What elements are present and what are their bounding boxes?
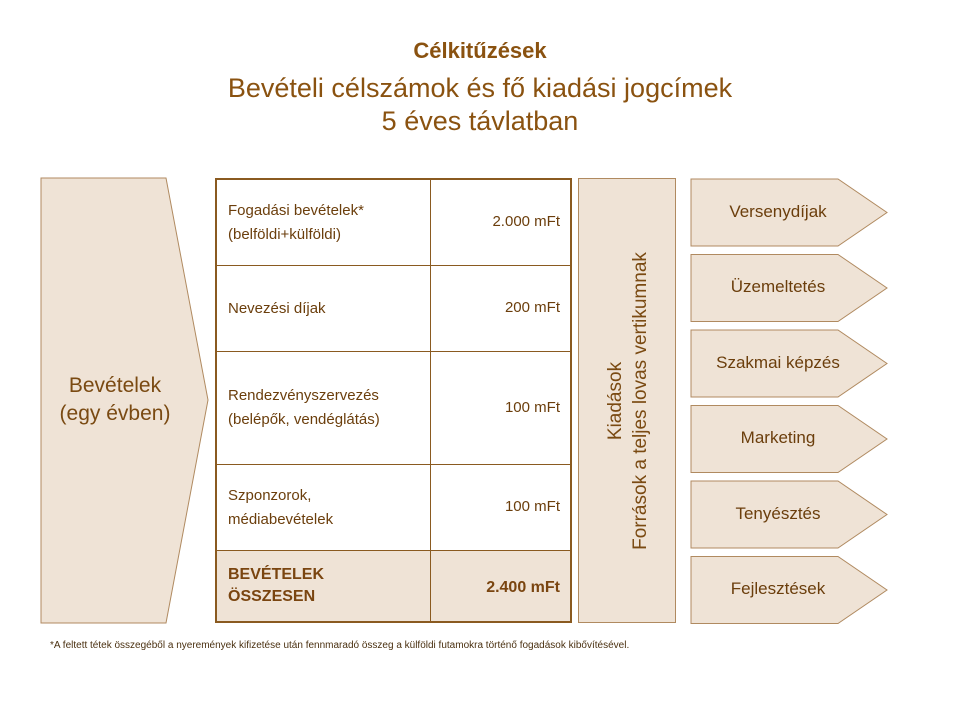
revenue-row-label-1: Rendezvényszervezés xyxy=(228,387,379,404)
expense-item-label: Üzemeltetés xyxy=(730,277,826,296)
revenue-total-value: 2.400 mFt xyxy=(486,579,560,596)
title-line-1: Bevételi célszámok és fő kiadási jogcímek xyxy=(227,73,733,103)
footnote: *A feltett tétek összegéből a nyeremények kifizetése után fennmaradó összeg a külföldi futamokra történő fogadások kibővítésével. xyxy=(50,640,630,651)
expense-item-label: Versenydíjak xyxy=(729,201,827,221)
revenue-row-label-2: médiabevételek xyxy=(228,510,334,528)
revenue-row-label-1: Nevezési díjak xyxy=(228,299,326,317)
revenue-row-value: 100 mFt xyxy=(504,498,560,515)
expenses-label xyxy=(603,191,653,611)
title-line-2: 5 éves távlatban xyxy=(381,106,579,136)
revenue-row-value: 100 mFt xyxy=(504,399,560,416)
revenue-total-label-1: BEVÉTELEK xyxy=(228,566,325,583)
expense-item-label: Fejlesztések xyxy=(730,579,826,598)
revenue-row-label xyxy=(217,465,431,550)
title-kicker: Célkitűzések xyxy=(413,38,547,63)
revenue-row-label xyxy=(217,180,431,265)
revenue-row-value: 200 mFt xyxy=(504,299,560,316)
revenue-total-label-2: ÖSSZESEN xyxy=(228,588,316,605)
expense-item-label: Marketing xyxy=(740,428,816,447)
revenue-row-events xyxy=(217,352,570,465)
expense-item-label: Tenyésztés xyxy=(735,503,821,523)
revenue-row-sponsors xyxy=(217,465,570,551)
revenue-row-label-1: Fogadási bevételek* xyxy=(228,201,364,219)
expenses-label-2: Források a teljes lovas vertikumnak xyxy=(630,252,651,550)
expense-item-label: Szakmai képzés xyxy=(716,352,840,372)
revenue-row-label-1: Szponzorok, xyxy=(228,486,312,504)
revenue-table xyxy=(215,178,572,623)
revenue-row-label xyxy=(217,266,431,351)
revenue-total-label xyxy=(217,551,431,621)
expenses-label-1: Kiadások xyxy=(605,361,626,441)
revenue-row-label xyxy=(217,352,431,464)
revenue-row-total xyxy=(217,551,570,621)
revenue-arrow-label xyxy=(40,372,190,428)
expenses-box xyxy=(578,178,676,623)
revenue-arrow-line-2: (egy évben) xyxy=(59,402,171,425)
revenue-row-betting xyxy=(217,180,570,266)
revenue-row-label-2: (belépők, vendéglátás) xyxy=(228,411,380,428)
revenue-arrow-line-1: Bevételek xyxy=(68,374,162,397)
revenue-row-value: 2.000 mFt xyxy=(492,213,560,230)
revenue-row-label-2: (belföldi+külföldi) xyxy=(228,225,341,243)
revenue-row-entry-fees xyxy=(217,266,570,352)
